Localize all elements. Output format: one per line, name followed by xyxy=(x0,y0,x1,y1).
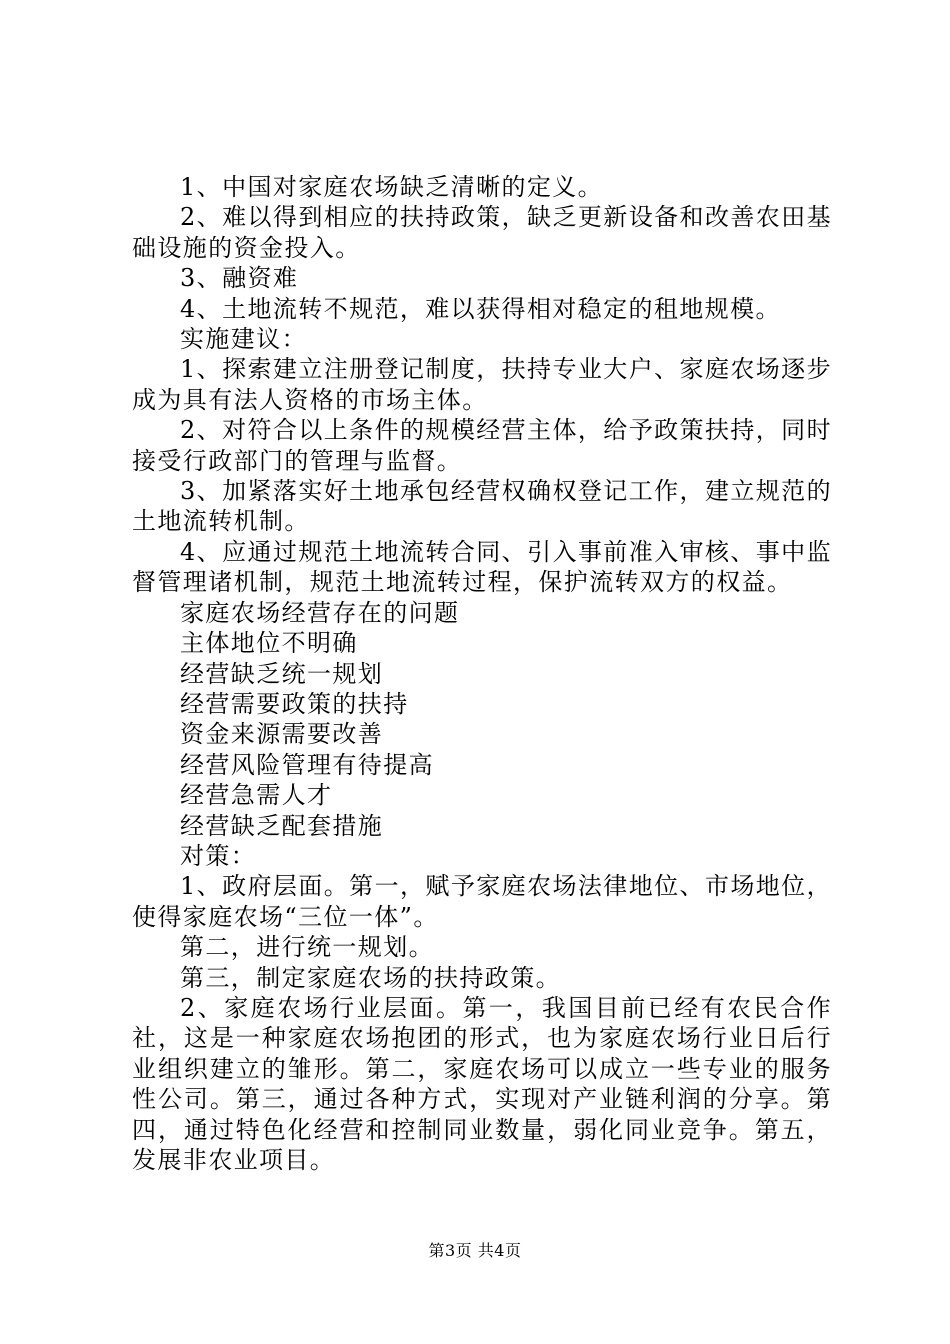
problem-item-2: 经营缺乏统一规划 xyxy=(180,659,384,688)
paragraph-19: 1、政府层面。第一，赋予家庭农场法律地位、市场地位，使得家庭农场“三位一体”。 xyxy=(132,872,832,931)
section-heading-countermeasures: 对策： xyxy=(180,841,257,870)
document-body xyxy=(132,172,832,1175)
problem-item-3: 经营需要政策的扶持 xyxy=(180,689,409,718)
paragraph-3: 3、融资难 xyxy=(180,264,299,293)
paragraph-21: 第三，制定家庭农场的扶持政策。 xyxy=(180,963,561,992)
problem-item-5: 经营风险管理有待提高 xyxy=(180,750,434,779)
paragraph-7: 2、对符合以上条件的规模经营主体，给予政策扶持，同时接受行政部门的管理与监督。 xyxy=(132,416,832,475)
paragraph-6: 1、探索建立注册登记制度，扶持专业大户、家庭农场逐步成为具有法人资格的市场主体。 xyxy=(132,355,832,414)
problem-item-7: 经营缺乏配套措施 xyxy=(180,811,384,840)
paragraph-20: 第二，进行统一规划。 xyxy=(180,933,434,962)
problem-item-1: 主体地位不明确 xyxy=(180,629,358,658)
paragraph-22: 2、家庭农场行业层面。第一，我国目前已经有农民合作社，这是一种家庭农场抱团的形式，也为家庭农场行业日后行业组织建立的雏形。第二，家庭农场可以成立一些专业的服务性公司。第三，通过各种方式，实现对产业链利润的分享。第四，通过特色化经营和控制同业数量，弱化同业竞争。第五，发展非农业项目。 xyxy=(132,993,832,1174)
paragraph-4: 4、土地流转不规范，难以获得相对稳定的租地规模。 xyxy=(180,294,781,323)
section-heading-problems: 家庭农场经营存在的问题 xyxy=(180,598,460,627)
paragraph-1: 1、中国对家庭农场缺乏清晰的定义。 xyxy=(180,173,604,201)
problem-item-6: 经营急需人才 xyxy=(180,781,333,810)
section-heading-suggestions: 实施建议： xyxy=(180,325,307,354)
problem-item-4: 资金来源需要改善 xyxy=(180,720,384,749)
paragraph-9: 4、应通过规范土地流转合同、引入事前准入审核、事中监督管理诸机制，规范土地流转过程，保护流转双方的权益。 xyxy=(132,537,832,597)
paragraph-8: 3、加紧落实好土地承包经营权确权登记工作，建立规范的土地流转机制。 xyxy=(132,477,832,536)
paragraph-2: 2、难以得到相应的扶持政策，缺乏更新设备和改善农田基础设施的资金投入。 xyxy=(132,203,832,262)
page-footer: 第3页 共4页 xyxy=(428,1241,522,1260)
